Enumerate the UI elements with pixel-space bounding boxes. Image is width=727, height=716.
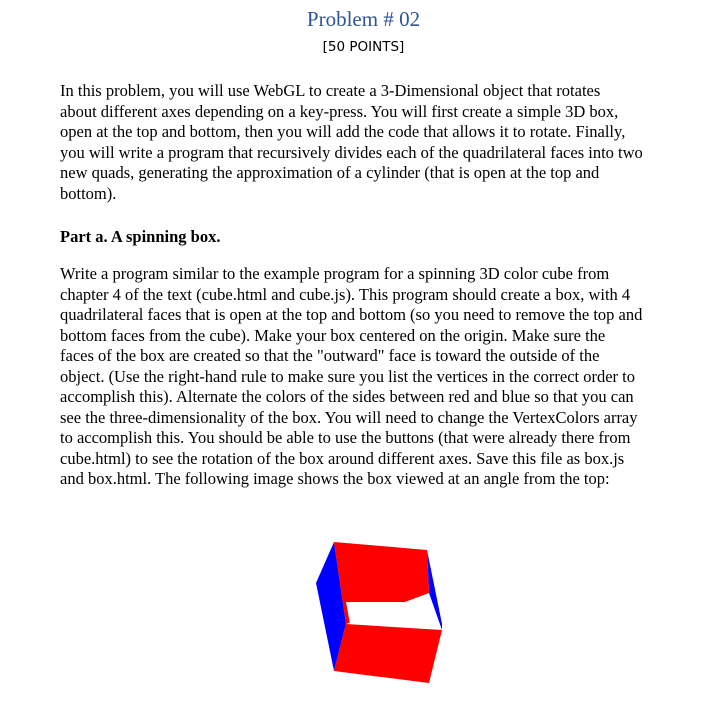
- points-label: [50 POINTS]: [322, 39, 405, 55]
- intro-line: open at the top and bottom, then you will add the code that allows it to rotate. Finally,: [60, 122, 626, 141]
- intro-line: you will write a program that recursively divides each of the quadrilateral faces into two: [60, 142, 643, 162]
- intro-line: In this problem, you will use WebGL to create a 3-Dimensional object that rotates: [60, 81, 601, 100]
- box-right-face: [427, 550, 442, 630]
- intro-paragraph: [60, 81, 700, 204]
- part-a-line: object. (Use the right-hand rule to make sure you list the vertices in the correct order to: [60, 366, 636, 386]
- part-a-heading: Part a. A spinning box.: [60, 227, 221, 246]
- problem-title: Problem # 02: [306, 7, 421, 31]
- spinning-box-figure: [316, 540, 446, 685]
- box-hole: [346, 602, 428, 628]
- part-a-line: Write a program similar to the example program for a spinning 3D color cube from: [60, 264, 610, 283]
- part-a-line: to accomplish this. You should be able to use the buttons (that were already there from: [60, 428, 631, 447]
- intro-line: new quads, generating the approximation of a cylinder (that is open at the top and: [60, 163, 600, 182]
- intro-line: bottom).: [60, 183, 117, 203]
- part-a-line: faces of the box are created so that the "outward" face is toward the outside of the: [60, 346, 600, 365]
- part-a-line: chapter 4 of the text (cube.html and cube.js). This program should create a box, with 4: [60, 284, 631, 304]
- intro-line: about different axes depending on a key-press. You will first create a simple 3D box,: [60, 101, 619, 121]
- part-a-paragraph: [60, 264, 700, 490]
- part-a-line: see the three-dimensionality of the box. You will need to change the VertexColors array: [60, 407, 638, 427]
- part-a-line: cube.html) to see the rotation of the box around different axes. Save this file as box.js: [60, 448, 625, 468]
- part-a-line: accomplish this). Alternate the colors of the sides between red and blue so that you can: [60, 387, 634, 406]
- part-a-line: and box.html. The following image shows the box viewed at an angle from the top:: [60, 469, 610, 488]
- part-a-line: quadrilateral faces that is open at the top and bottom (so you need to remove the top and: [60, 305, 643, 324]
- part-a-line: bottom faces from the cube). Make your box centered on the origin. Make sure the: [60, 325, 606, 345]
- box-front-face: [334, 624, 442, 683]
